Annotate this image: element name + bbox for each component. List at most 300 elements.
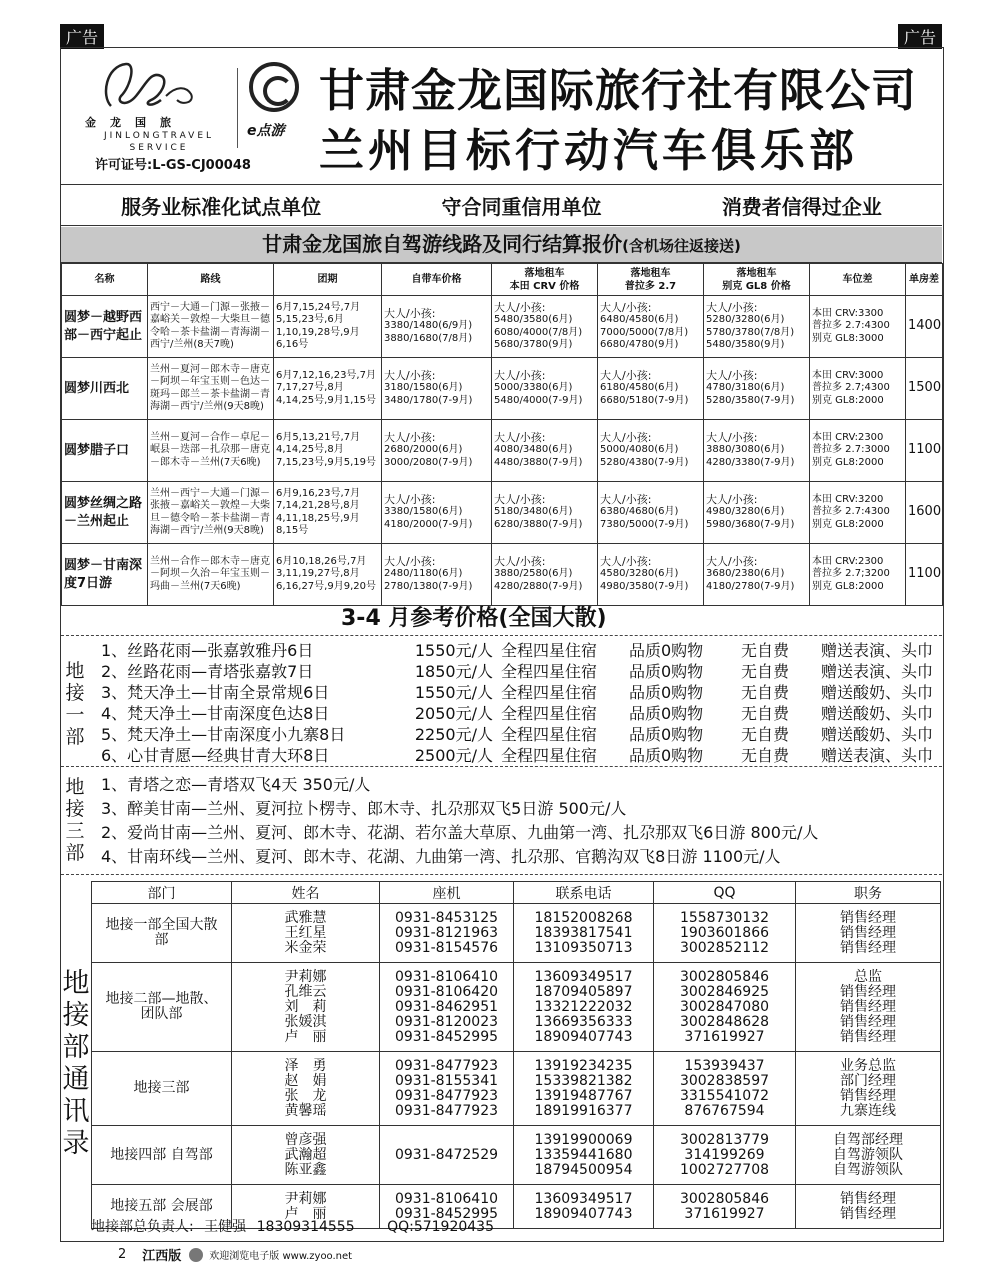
contact-roles [796, 904, 941, 963]
offer-field: 1550元/人 [414, 641, 493, 660]
price-line: 大人/小孩: [494, 554, 546, 568]
dashed-separator [61, 874, 942, 875]
contact-value: 销售经理 [840, 909, 896, 926]
price-line: 6180/4580(6月) [600, 382, 679, 394]
label-char: 接 [65, 798, 85, 820]
contact-dept: 地接五部 会展部 [92, 1185, 232, 1229]
contacts-label [61, 968, 91, 1160]
contact-value: 销售经理 [840, 939, 896, 956]
route-row [62, 544, 943, 606]
honor-item: 守合同重信用单位 [441, 195, 602, 219]
contact-names [232, 963, 380, 1052]
price-line: 4980/3580(7-9月) [600, 580, 689, 592]
single-room-diff: 1500 [906, 358, 943, 420]
route-path: 兰州－夏河－合作－卓尼－岷县－迭部－扎尕那－唐克－郎木寺－兰州(7天6晚) [148, 420, 274, 482]
contact-value: 3002847080 [679, 998, 770, 1015]
route-price-crv [492, 296, 598, 358]
price-line: 3380/1480(6/9月) [384, 320, 473, 332]
single-room-diff: 1600 [906, 482, 943, 544]
logo-english-name: JINLONGTRAVEL SERVICE [103, 131, 215, 153]
label-char: 讯 [62, 1096, 90, 1127]
route-name: 圆梦丝绸之路－兰州起止 [62, 482, 148, 544]
offer-field: 品质0购物 [629, 746, 704, 765]
price-line: 大人/小孩: [600, 492, 652, 506]
contact-value: 13321222032 [534, 998, 633, 1015]
contact-value: 武雅慧 [284, 909, 327, 926]
route-dates: 6月7,15,24号,7月5,15,23号,6月1,10,19,28号,9月6,16号 [274, 296, 382, 358]
price-line: 3380/1580(6月) [384, 506, 463, 518]
edian-logo-text: e点游 [247, 123, 285, 139]
column-header: 姓名 [232, 882, 380, 904]
route-offer [101, 682, 941, 703]
column-header: 职务 [796, 882, 941, 904]
ad-label-left: 广告 [60, 24, 104, 49]
contacts-header [92, 882, 941, 904]
contact-value: 314199269 [684, 1146, 765, 1163]
offer-field: 品质0购物 [629, 704, 704, 723]
price-line: 大人/小孩: [384, 430, 436, 444]
column-header: 路线 [148, 264, 274, 296]
column-header: 联系电话 [514, 882, 654, 904]
route-price-crv [492, 358, 598, 420]
column-header: 落地租车 别克 GL8 价格 [704, 264, 810, 296]
route-path: 兰州－西宁－大通－门源－张掖－嘉峪关－敦煌－大柴旦－德令哈－茶卡盐湖－青海湖－西宁/兰州(9天8晚) [148, 482, 274, 544]
contact-row [92, 1126, 941, 1185]
offer-field: 全程四星住宿 [501, 746, 598, 765]
route-price-crv [492, 544, 598, 606]
contact-value: 刘 莉 [284, 998, 327, 1015]
label-char: 录 [62, 1128, 90, 1159]
price-line: 5480/3580(9月) [706, 339, 785, 350]
price-line: 别克 GL8:3000 [812, 332, 884, 344]
route-row [62, 358, 943, 420]
contact-phones [380, 1126, 514, 1185]
contact-qq [654, 963, 796, 1052]
price-line: 普拉多 2.7;4300 [812, 382, 890, 394]
route-offer [101, 640, 941, 661]
price-line: 4180/2000(7-9月) [384, 518, 473, 530]
single-room-diff: 1100 [906, 544, 943, 606]
contact-value: 销售经理 [840, 998, 896, 1015]
contacts-table [91, 881, 941, 1229]
contact-value: 0931-8477923 [394, 1057, 499, 1074]
route-price-seat-diff [810, 420, 906, 482]
page-footer [118, 1245, 352, 1264]
offer-field: 赠送表演、头巾 [821, 662, 934, 681]
price-line: 6080/4000(7/8月) [494, 326, 583, 338]
contact-value: 3002813779 [679, 1131, 770, 1148]
contact-qq [654, 1052, 796, 1126]
edition-emblem-icon [189, 1248, 203, 1262]
contact-dept: 地接三部 [92, 1052, 232, 1126]
contact-value: 13109350713 [534, 939, 633, 956]
contact-value: 卢 丽 [284, 1205, 327, 1222]
route-price-prado [598, 482, 704, 544]
price-line: 普拉多 2.7:3000 [812, 444, 890, 456]
honor-item: 服务业标准化试点单位 [121, 195, 322, 219]
contact-value: 13669356333 [534, 1013, 633, 1030]
contact-row [92, 1052, 941, 1126]
contact-roles [796, 1052, 941, 1126]
price-line: 5180/3480(6月) [494, 506, 573, 518]
single-room-diff: 1400 [906, 296, 943, 358]
route-name: 圆梦川西北 [62, 358, 148, 420]
price-line: 5000/3380(6月) [494, 382, 573, 394]
price-line: 7380/5000(7-9月) [600, 518, 689, 530]
column-header: 座机 [380, 882, 514, 904]
price-line: 4780/3180(6月) [706, 382, 785, 394]
offer-field: 无自费 [741, 662, 790, 681]
contact-qq [654, 904, 796, 963]
contact-value: 九寨连线 [840, 1102, 896, 1119]
offer-field: 1、丝路花雨—张嘉敦雅丹6日 [101, 641, 314, 660]
label-char: 地 [65, 776, 85, 798]
price-line: 7000/5000(7/8月) [600, 326, 689, 338]
honor-item: 消费者信得过企业 [721, 195, 882, 219]
label-char: 接 [65, 682, 85, 704]
column-header: 单房差 [906, 264, 943, 296]
price-line: 2780/1380(7-9月) [384, 580, 473, 592]
footer-note: 欢迎浏览电子版 www.zyoo.net [209, 1251, 353, 1262]
lead-label: 地接部总负责人: [91, 1219, 194, 1235]
route-offer [101, 724, 941, 745]
edian-logo [247, 62, 301, 162]
contact-value: 自驾部经理 [833, 1131, 903, 1148]
header-divider [237, 68, 238, 148]
offer-field: 全程四星住宿 [501, 641, 598, 660]
offer-field: 全程四星住宿 [501, 725, 598, 744]
contact-value: 自驾游领队 [833, 1161, 903, 1178]
route-price-prado [598, 296, 704, 358]
price-line: 普拉多 2.7:4300 [812, 506, 890, 518]
contact-value: 赵 娟 [284, 1072, 327, 1089]
contact-value: 0931-8106420 [394, 983, 499, 1000]
price-line: 6680/4780(9月) [600, 339, 679, 350]
route-price-seat-diff [810, 358, 906, 420]
contact-value: 13919487767 [534, 1087, 633, 1104]
label-char: 部 [62, 1032, 90, 1063]
contact-value: 3315541072 [679, 1087, 770, 1104]
offer-field: 1850元/人 [414, 662, 493, 681]
price-line: 4180/2780(7-9月) [706, 580, 795, 592]
price-line: 普拉多 2.7:4300 [812, 320, 890, 332]
route-name: 圆梦－越野西部－西宁起止 [62, 296, 148, 358]
contact-value: 153939437 [684, 1057, 765, 1074]
price-line: 大人/小孩: [494, 430, 546, 444]
column-header: 团期 [274, 264, 382, 296]
price-line: 大人/小孩: [600, 368, 652, 382]
reference-price-title: 3-4 月参考价格(全国大散) [341, 606, 607, 631]
route-offer [101, 661, 941, 682]
contact-value: 0931-8154576 [394, 939, 499, 956]
price-line: 大人/小孩: [706, 368, 758, 382]
price-line: 别克 GL8:2000 [812, 518, 884, 530]
contacts-table-body [92, 904, 941, 1229]
contact-value: 13919900069 [534, 1131, 633, 1148]
price-line: 5000/4080(6月) [600, 444, 679, 456]
contact-roles [796, 963, 941, 1052]
jinlong-logo-icon [91, 56, 211, 116]
contact-value: 陈亚鑫 [284, 1161, 327, 1178]
route-price-gl8 [704, 420, 810, 482]
route-offer: 4、甘南环线—兰州、夏河、郎木寺、花湖、九曲第一湾、扎尕那、官鹅沟双飞8日游 1100元/人 [101, 847, 781, 866]
route-table-body [62, 296, 943, 606]
route-price-crv [492, 482, 598, 544]
edition-label: 江西版 [142, 1249, 182, 1264]
price-line: 4580/3280(6月) [600, 568, 679, 580]
price-line: 4980/3280(6月) [706, 506, 785, 518]
logo-chinese-name: 金龙国旅 [85, 116, 185, 129]
contact-mobiles [514, 904, 654, 963]
route-table-header [62, 264, 943, 296]
route-price-table [61, 263, 943, 606]
contact-value: 371619927 [684, 1028, 765, 1045]
contact-value: 1558730132 [679, 909, 770, 926]
price-line: 3680/2380(6月) [706, 568, 785, 580]
price-line: 6380/4680(6月) [600, 506, 679, 518]
contact-qq [654, 1126, 796, 1185]
price-line: 大人/小孩: [706, 300, 758, 314]
company-name: 甘肃金龙国际旅行社有限公司 [319, 64, 918, 117]
header [61, 48, 942, 185]
price-line: 本田 CRV:3000 [812, 369, 884, 381]
price-line: 3880/2580(6月) [494, 568, 573, 580]
price-line: 6480/4580(6月) [600, 314, 679, 325]
offer-field: 品质0购物 [629, 662, 704, 681]
contact-value: 3002838597 [679, 1072, 770, 1089]
route-path: 西宁－大通－门源－张掖－嘉峪关－敦煌－大柴旦－德令哈－茶卡盐湖－青海湖－西宁/兰州(8天7晚) [148, 296, 274, 358]
price-line: 大人/小孩: [706, 492, 758, 506]
route-name: 圆梦腊子口 [62, 420, 148, 482]
offer-field: 6、心甘青愿—经典甘青大环8日 [101, 746, 330, 765]
offer-field: 无自费 [741, 725, 790, 744]
price-line: 大人/小孩: [706, 430, 758, 444]
route-path: 兰州－夏河－郎木寺－唐克－阿坝－年宝玉则－色达－斑玛－郎兰－茶卡盐湖－青海湖－西宁/兰州(9天8晚) [148, 358, 274, 420]
route-price-prado [598, 358, 704, 420]
label-char: 部 [65, 726, 85, 748]
route-path: 兰州－合作－郎木寺－唐克－阿坝－久治－年宝玉则－玛曲－兰州(7天6晚) [148, 544, 274, 606]
offer-field: 赠送酸奶、头巾 [821, 683, 934, 702]
club-name: 兰州目标行动汽车俱乐部 [319, 124, 859, 177]
route-table-title [61, 227, 942, 263]
label-char: 三 [65, 820, 85, 842]
offer-field: 2500元/人 [414, 746, 493, 765]
price-line: 5980/3680(7-9月) [706, 518, 795, 530]
column-header: 落地租车 普拉多 2.7 [598, 264, 704, 296]
contact-dept: 地接一部全国大散部 [92, 904, 232, 963]
route-price-own-car [382, 358, 492, 420]
dashed-separator [61, 635, 942, 636]
edian-logo-icon [249, 62, 299, 112]
offer-field: 无自费 [741, 746, 790, 765]
contact-value: 曾彦强 [284, 1131, 327, 1148]
contact-value: 0931-8453125 [394, 909, 499, 926]
contact-value: 孔维云 [284, 983, 327, 1000]
contact-value: 自驾游领队 [833, 1146, 903, 1163]
offer-field: 5、梵天净土—甘南深度小九寨8日 [101, 725, 346, 744]
route-price-own-car [382, 296, 492, 358]
contact-value: 13919234235 [534, 1057, 633, 1074]
contact-value: 371619927 [684, 1205, 765, 1222]
route-price-prado [598, 544, 704, 606]
offer-field: 全程四星住宿 [501, 662, 598, 681]
contact-value: 武瀚超 [284, 1146, 327, 1163]
contact-value: 0931-8462951 [394, 998, 499, 1015]
price-line: 别克 GL8:2000 [812, 580, 884, 592]
offer-field: 全程四星住宿 [501, 683, 598, 702]
contact-value: 13359441680 [534, 1146, 633, 1163]
price-line: 3480/1780(7-9月) [384, 394, 473, 406]
dept3-route-list [101, 773, 941, 869]
contact-value: 3002848628 [679, 1013, 770, 1030]
route-table-title-note: (含机场往返接送) [622, 237, 741, 255]
contact-value: 销售经理 [840, 1087, 896, 1104]
label-char: 接 [62, 1000, 90, 1031]
price-line: 大人/小孩: [600, 554, 652, 568]
single-room-diff: 1100 [906, 420, 943, 482]
license-number: 许可证号:L-GS-CJ00048 [95, 158, 251, 173]
contact-roles [796, 1126, 941, 1185]
route-price-seat-diff [810, 482, 906, 544]
offer-field: 1550元/人 [414, 683, 493, 702]
offer-field: 无自费 [741, 641, 790, 660]
route-price-prado [598, 420, 704, 482]
lead-contact [91, 1214, 500, 1240]
offer-field: 赠送酸奶、头巾 [821, 725, 934, 744]
contact-value: 3002846925 [679, 983, 770, 1000]
route-price-gl8 [704, 358, 810, 420]
offer-field: 品质0购物 [629, 641, 704, 660]
price-line: 5280/3280(6月) [706, 314, 785, 325]
route-dates: 6月9,16,23号,7月7,14,21,28号,8月4,11,18,25号,9月8,15号 [274, 482, 382, 544]
contact-value: 销售经理 [840, 1028, 896, 1045]
lead-qq: QQ:571920435 [387, 1219, 494, 1235]
price-line: 大人/小孩: [384, 368, 436, 382]
contact-names [232, 1052, 380, 1126]
offer-field: 2、丝路花雨—青塔张嘉敦7日 [101, 662, 314, 681]
route-price-crv [492, 420, 598, 482]
contact-value: 0931-8155341 [394, 1072, 499, 1089]
offer-field: 品质0购物 [629, 725, 704, 744]
contact-value: 销售经理 [840, 983, 896, 1000]
contact-value: 0931-8121963 [394, 924, 499, 941]
offer-field: 无自费 [741, 683, 790, 702]
offer-field: 赠送酸奶、头巾 [821, 704, 934, 723]
dept3-label [61, 776, 89, 864]
contact-mobiles [514, 1052, 654, 1126]
price-line: 本田 CRV:2300 [812, 555, 884, 567]
offer-field: 品质0购物 [629, 683, 704, 702]
price-line: 2480/1180(6月) [384, 568, 463, 580]
contact-dept: 地接二部—地散、团队部 [92, 963, 232, 1052]
contact-value: 销售经理 [840, 924, 896, 941]
route-dates: 6月7,12,16,23号,7月7,17,27号,8月4,14,25号,9月1,15号 [274, 358, 382, 420]
route-price-seat-diff [810, 544, 906, 606]
route-price-gl8 [704, 482, 810, 544]
price-line: 4280/2880(7-9月) [494, 580, 583, 592]
contact-phones [380, 904, 514, 963]
dept1-route-list [101, 640, 941, 766]
contact-value: 1002727708 [679, 1161, 770, 1178]
route-row [62, 420, 943, 482]
contact-value: 15339821382 [534, 1072, 633, 1089]
price-line: 3880/3080(6月) [706, 444, 785, 456]
contact-value: 0931-8452995 [394, 1028, 499, 1045]
label-char: 一 [65, 704, 85, 726]
route-offer: 2、爱尚甘南—兰州、夏河、郎木寺、花湖、若尔盖大草原、九曲第一湾、扎尕那双飞6日游 800元/人 [101, 823, 819, 842]
route-offer: 1、青塔之恋—青塔双飞4天 350元/人 [101, 775, 371, 794]
price-line: 大人/小孩: [600, 300, 652, 314]
contact-value: 黄馨瑶 [284, 1102, 327, 1119]
contact-row [92, 904, 941, 963]
price-line: 大人/小孩: [494, 368, 546, 382]
ad-label-right: 广告 [898, 24, 942, 49]
lead-phone: 18309314555 [256, 1219, 355, 1235]
price-line: 3000/2080(7-9月) [384, 456, 473, 468]
offer-field: 全程四星住宿 [501, 704, 598, 723]
offer-field: 3、梵天净土—甘南全景常规6日 [101, 683, 330, 702]
contact-names [232, 904, 380, 963]
route-price-seat-diff [810, 296, 906, 358]
route-price-own-car [382, 544, 492, 606]
contact-value: 张 龙 [284, 1087, 327, 1104]
offer-field: 无自费 [741, 704, 790, 723]
contact-value: 0931-8106410 [394, 1190, 499, 1207]
price-line: 别克 GL8:2000 [812, 394, 884, 406]
contact-value: 销售经理 [840, 1190, 896, 1207]
contact-qq [654, 1185, 796, 1229]
route-price-own-car [382, 482, 492, 544]
price-line: 4080/3480(6月) [494, 444, 573, 456]
contact-mobiles [514, 963, 654, 1052]
lead-name: 王健强 [204, 1219, 247, 1235]
price-line: 大人/小孩: [600, 430, 652, 444]
column-header: 车位差 [810, 264, 906, 296]
route-row [62, 482, 943, 544]
price-line: 5480/3580(6月) [494, 314, 573, 325]
price-line: 4280/3380(7-9月) [706, 456, 795, 468]
contact-value: 0931-8477923 [394, 1102, 499, 1119]
label-char: 地 [65, 660, 85, 682]
contact-value: 0931-8477923 [394, 1087, 499, 1104]
column-header: 自带车价格 [382, 264, 492, 296]
route-row [62, 296, 943, 358]
contact-value: 18919916377 [534, 1102, 633, 1119]
contact-value: 米金荣 [284, 939, 327, 956]
price-line: 5480/4000(7-9月) [494, 394, 583, 406]
route-offer [101, 745, 941, 766]
route-offer [101, 703, 941, 724]
price-line: 别克 GL8:2000 [812, 456, 884, 468]
contact-value: 部门经理 [840, 1072, 896, 1089]
contact-value: 0931-8120023 [394, 1013, 499, 1030]
price-line: 2680/2000(6月) [384, 444, 463, 456]
contact-row [92, 963, 941, 1052]
offer-field: 赠送表演、头巾 [821, 746, 934, 765]
price-line: 6280/3880(7-9月) [494, 518, 583, 530]
contact-value: 总监 [854, 968, 882, 985]
price-line: 4480/3880(7-9月) [494, 456, 583, 468]
contact-value: 尹莉娜 [284, 1190, 327, 1207]
contact-phones [380, 1052, 514, 1126]
column-header: QQ [654, 882, 796, 904]
contact-value: 13609349517 [534, 968, 633, 985]
page-number: 2 [118, 1247, 127, 1262]
price-line: 本田 CRV:2300 [812, 431, 884, 443]
offer-field: 4、梵天净土—甘南深度色达8日 [101, 704, 330, 723]
price-line: 5280/3580(7-9月) [706, 394, 795, 406]
contact-dept: 地接四部 自驾部 [92, 1126, 232, 1185]
